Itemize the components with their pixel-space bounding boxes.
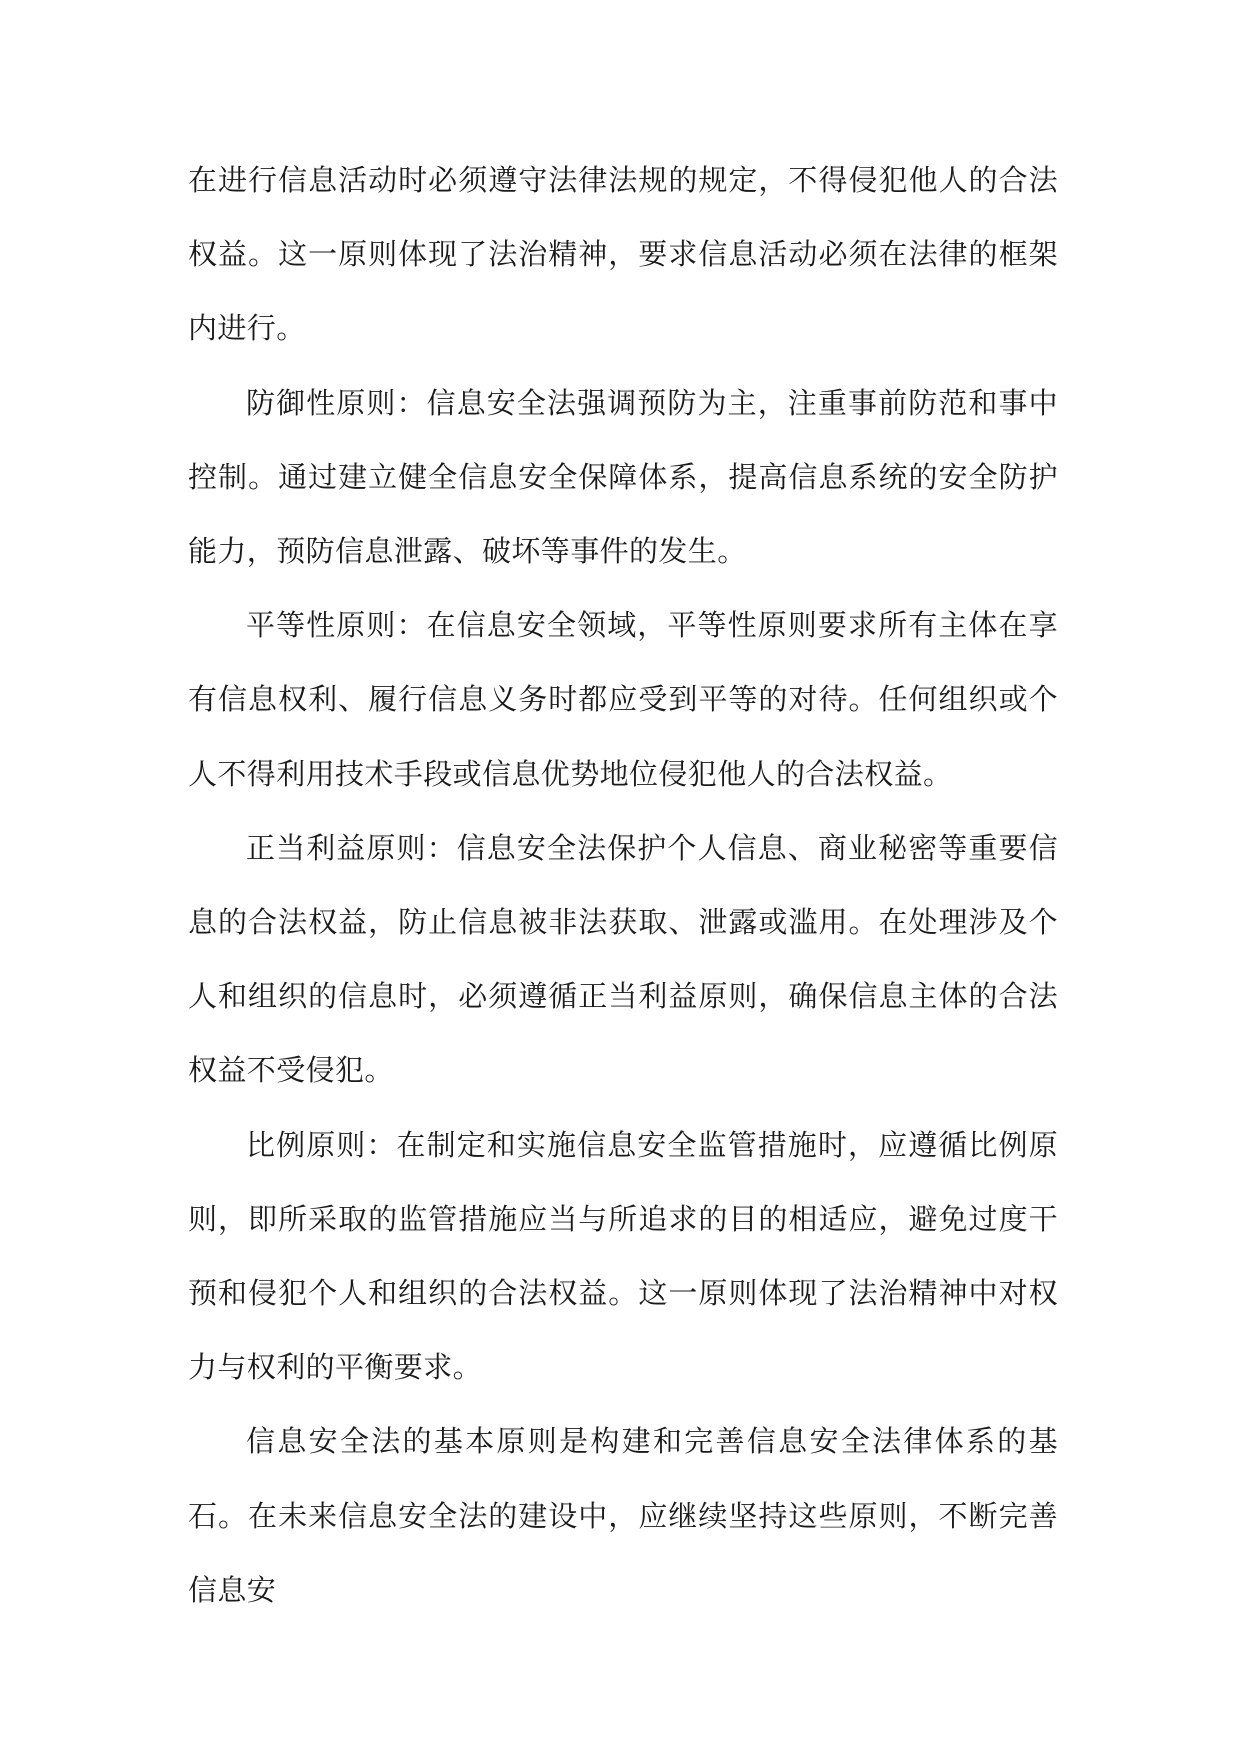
document-body bbox=[188, 143, 1058, 1627]
paragraph-proportionality-principle: 比例原则：在制定和实施信息安全监管措施时，应遵循比例原则，即所采取的监管措施应当与所追求的目的相适应，避免过度干预和侵犯个人和组织的合法权益。这一原则体现了法治精神中对权力与权利的平衡要求。 bbox=[188, 1127, 1058, 1385]
paragraph-continuation: 在进行信息活动时必须遵守法律法规的规定，不得侵犯他人的合法权益。这一原则体现了法治精神，要求信息活动必须在法律的框架内进行。 bbox=[188, 163, 1058, 346]
paragraph-equality-principle: 平等性原则：在信息安全领域，平等性原则要求所有主体在享有信息权利、履行信息义务时都应受到平等的对待。任何组织或个人不得利用技术手段或信息优势地位侵犯他人的合法权益。 bbox=[188, 608, 1058, 791]
paragraph-legitimate-interest-principle: 正当利益原则：信息安全法保护个人信息、商业秘密等重要信息的合法权益，防止信息被非法获取、泄露或滥用。在处理涉及个人和组织的信息时，必须遵循正当利益原则，确保信息主体的合法权益不受侵犯。 bbox=[188, 830, 1058, 1088]
paragraph-conclusion: 信息安全法的基本原则是构建和完善信息安全法律体系的基石。在未来信息安全法的建设中，应继续坚持这些原则，不断完善信息安 bbox=[188, 1424, 1058, 1607]
paragraph-defensive-principle: 防御性原则：信息安全法强调预防为主，注重事前防范和事中控制。通过建立健全信息安全保障体系，提高信息系统的安全防护能力，预防信息泄露、破坏等事件的发生。 bbox=[188, 385, 1058, 569]
